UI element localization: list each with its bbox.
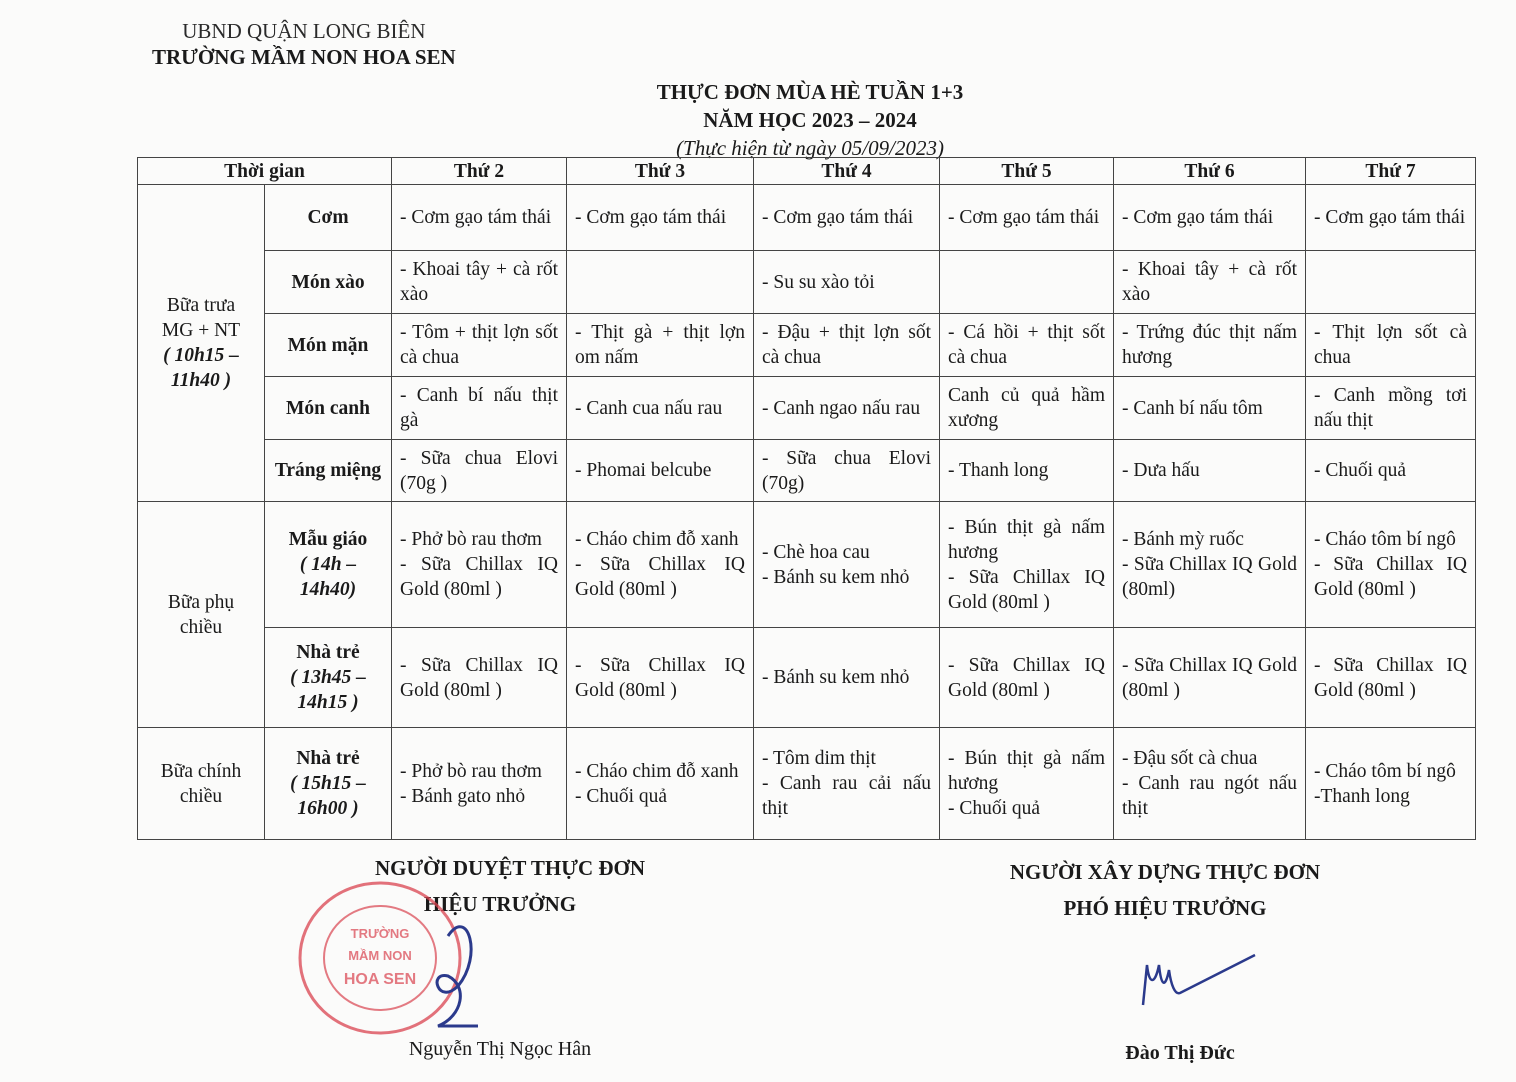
table-row xyxy=(138,628,1476,728)
svg-text:HOA SEN: HOA SEN xyxy=(343,971,417,988)
menu-cell xyxy=(1114,314,1306,377)
dish-text: - Bánh su kem nhỏ xyxy=(762,566,910,588)
table-row xyxy=(138,440,1476,502)
table-row xyxy=(138,502,1476,628)
row-label: Món xào xyxy=(265,251,392,314)
menu-cell xyxy=(567,628,754,728)
dish-text: - Cơm gạo tám thái xyxy=(1314,207,1466,228)
day-header: Thứ 5 xyxy=(940,158,1114,185)
builder-title: NGƯỜI XÂY DỰNG THỰC ĐƠN xyxy=(1009,860,1321,884)
menu-cell xyxy=(1306,440,1476,502)
school-name: TRƯỜNG MẦM NON HOA SEN xyxy=(152,45,456,69)
menu-table xyxy=(137,157,1476,840)
dish-text: - Cháo tôm bí ngô xyxy=(1314,760,1456,782)
dinner-group-label: Bữa chính chiều xyxy=(138,728,265,840)
dish-text: - Cháo tôm bí ngô xyxy=(1314,529,1456,550)
dish-text: - Sữa Chillax IQ Gold (80ml ) xyxy=(948,566,1105,613)
row-label: Món mặn xyxy=(265,314,392,377)
menu-cell xyxy=(1306,628,1476,728)
menu-cell xyxy=(940,728,1114,840)
menu-cell xyxy=(392,502,567,628)
table-header-row xyxy=(138,158,1476,185)
day-header: Thứ 3 xyxy=(567,158,754,185)
menu-cell xyxy=(940,314,1114,377)
menu-cell xyxy=(1306,502,1476,628)
menu-cell xyxy=(392,185,567,251)
dish-text: - Sữa chua Elovi (70g ) xyxy=(400,447,558,494)
dish-text: - Sữa Chillax IQ Gold (80ml ) xyxy=(1314,654,1467,701)
dish-text: - Đậu sốt cà chua xyxy=(1122,748,1258,769)
dish-text: - Chuối quả xyxy=(948,798,1041,819)
menu-cell xyxy=(940,502,1114,628)
menu-cell xyxy=(567,377,754,440)
menu-cell xyxy=(1306,314,1476,377)
time-header: Thời gian xyxy=(138,158,392,185)
menu-cell xyxy=(567,728,754,840)
dish-text: - Bánh gato nhỏ xyxy=(400,785,526,807)
dish-text: - Cơm gạo tám thái xyxy=(948,207,1100,228)
row-label: Cơm xyxy=(265,185,392,251)
dish-text: - Chuối quả xyxy=(575,785,668,807)
dish-text: - Tôm + thịt lợn sốt cà chua xyxy=(400,322,558,368)
menu-cell xyxy=(754,185,940,251)
builder-role: PHÓ HIỆU TRƯỞNG xyxy=(1063,896,1267,920)
row-label: Tráng miệng xyxy=(265,440,392,502)
row-label-text: Mẫu giáo xyxy=(288,529,368,550)
table-row xyxy=(138,728,1476,840)
table-row xyxy=(138,185,1476,251)
menu-cell xyxy=(754,440,940,502)
school-stamp xyxy=(298,876,478,1036)
menu-cell xyxy=(567,185,754,251)
builder-name-block xyxy=(1080,1042,1280,1065)
document-title xyxy=(560,78,1060,162)
dish-text: - Sữa Chillax IQ Gold (80ml ) xyxy=(1314,554,1467,600)
dish-text: - Sữa Chillax IQ Gold (80ml ) xyxy=(400,554,558,600)
day-header: Thứ 4 xyxy=(754,158,940,185)
svg-text:TRƯỜNG: TRƯỜNG xyxy=(350,926,410,941)
menu-cell xyxy=(940,251,1114,314)
dish-text: - Khoai tây + cà rốt xào xyxy=(1122,259,1297,305)
menu-cell xyxy=(392,377,567,440)
menu-cell xyxy=(392,728,567,840)
dish-text: - Phomai belcube xyxy=(575,460,712,481)
row-time: ( 14h – 14h40) xyxy=(299,554,357,600)
menu-cell xyxy=(392,628,567,728)
dish-text: - Khoai tây + cà rốt xào xyxy=(400,259,558,305)
dish-text: - Sữa Chillax IQ Gold (80ml ) xyxy=(1122,654,1297,701)
dish-text: - Bánh su kem nhỏ xyxy=(762,667,910,688)
row-label-text: Nhà trẻ xyxy=(296,642,360,663)
dish-text: - Canh ngao nấu rau xyxy=(762,397,921,419)
menu-cell xyxy=(754,314,940,377)
menu-cell xyxy=(567,502,754,628)
dish-text: -Thanh long xyxy=(1314,785,1410,807)
menu-cell xyxy=(567,440,754,502)
table-row xyxy=(138,377,1476,440)
dish-text: - Su su xào tỏi xyxy=(762,271,875,293)
stamp-seal-icon xyxy=(298,876,478,1036)
row-time: ( 15h15 – 16h00 ) xyxy=(290,773,366,819)
menu-cell xyxy=(754,728,940,840)
dish-text: - Cơm gạo tám thái xyxy=(400,207,552,228)
school-year: NĂM HỌC 2023 – 2024 xyxy=(703,108,917,132)
dish-text: - Cơm gạo tám thái xyxy=(575,207,727,228)
day-header: Thứ 7 xyxy=(1306,158,1476,185)
menu-cell xyxy=(940,185,1114,251)
menu-cell xyxy=(940,628,1114,728)
dish-text: - Sữa Chillax IQ Gold (80ml) xyxy=(1122,554,1297,600)
dish-text: - Sữa Chillax IQ Gold (80ml ) xyxy=(575,654,745,701)
row-label xyxy=(265,502,392,628)
day-header: Thứ 6 xyxy=(1114,158,1306,185)
builder-signature-icon xyxy=(1135,945,1265,1015)
approver-name-block xyxy=(380,1038,620,1061)
builder-signature-block xyxy=(990,854,1340,926)
dish-text: - Thịt gà + thịt lợn om nấm xyxy=(575,322,745,368)
menu-cell xyxy=(392,314,567,377)
dish-text: - Đậu + thịt lợn sốt cà chua xyxy=(762,322,931,368)
dish-text: - Canh cua nấu rau xyxy=(575,397,723,419)
svg-text:MẦM NON: MẦM NON xyxy=(348,948,412,963)
menu-cell xyxy=(754,377,940,440)
table-row xyxy=(138,314,1476,377)
menu-cell xyxy=(1114,628,1306,728)
row-label: Món canh xyxy=(265,377,392,440)
snack-group-label: Bữa phụ chiều xyxy=(138,502,265,728)
dish-text: - Sữa Chillax IQ Gold (80ml ) xyxy=(575,554,745,600)
lunch-group-label xyxy=(138,185,265,502)
menu-title: THỰC ĐƠN MÙA HÈ TUẦN 1+3 xyxy=(656,80,964,104)
menu-cell xyxy=(392,440,567,502)
approver-role: HIỆU TRƯỞNG xyxy=(423,892,577,916)
menu-cell xyxy=(1114,251,1306,314)
approver-title: NGƯỜI DUYỆT THỰC ĐƠN xyxy=(374,856,646,880)
row-label xyxy=(265,728,392,840)
dish-text: - Cháo chim đỗ xanh xyxy=(575,760,739,782)
group-time: ( 10h15 – 11h40 ) xyxy=(163,345,239,391)
district-name: UBND QUẬN LONG BIÊN xyxy=(182,19,426,43)
dish-text: - Canh mồng tơi nấu thịt xyxy=(1314,385,1467,431)
table-row xyxy=(138,251,1476,314)
dish-text: - Bún thịt gà nấm hương xyxy=(948,748,1105,794)
organization-header xyxy=(152,18,456,70)
builder-name: Đào Thị Đức xyxy=(1125,1042,1235,1064)
dish-text: - Cơm gạo tám thái xyxy=(762,207,914,228)
dish-text: - Thanh long xyxy=(948,460,1049,481)
menu-cell xyxy=(754,502,940,628)
row-label-text: Nhà trẻ xyxy=(296,748,360,769)
day-header: Thứ 2 xyxy=(392,158,567,185)
dish-text: - Phở bò rau thơm xyxy=(400,760,542,782)
dish-text: - Tôm dim thịt xyxy=(762,748,876,769)
row-time: ( 13h45 – 14h15 ) xyxy=(290,667,366,713)
menu-cell xyxy=(392,251,567,314)
dish-text: - Phở bò rau thơm xyxy=(400,529,542,550)
dish-text: - Bánh mỳ ruốc xyxy=(1122,529,1244,550)
dish-text: - Dưa hấu xyxy=(1122,460,1200,481)
menu-cell xyxy=(754,628,940,728)
dish-text: - Sữa chua Elovi (70g) xyxy=(762,447,931,494)
dish-text: - Canh rau cải nấu thịt xyxy=(762,773,931,819)
dish-text: - Chè hoa cau xyxy=(762,541,870,563)
menu-cell xyxy=(1114,502,1306,628)
menu-cell xyxy=(1114,185,1306,251)
menu-cell xyxy=(567,251,754,314)
menu-cell xyxy=(1114,377,1306,440)
dish-text: - Cháo chim đỗ xanh xyxy=(575,529,739,550)
dish-text: - Bún thịt gà nấm hương xyxy=(948,516,1105,563)
menu-cell xyxy=(754,251,940,314)
effective-date: (Thực hiện từ ngày 05/09/2023) xyxy=(676,136,944,160)
menu-cell xyxy=(940,377,1114,440)
dish-text: - Cá hồi + thịt sốt cà chua xyxy=(948,322,1105,368)
row-label xyxy=(265,628,392,728)
dish-text: - Cơm gạo tám thái xyxy=(1122,207,1274,228)
dish-text: - Canh bí nấu thịt gà xyxy=(400,385,558,431)
menu-cell xyxy=(940,440,1114,502)
dish-text: - Canh bí nấu tôm xyxy=(1122,397,1263,419)
menu-cell xyxy=(1306,728,1476,840)
approver-name: Nguyễn Thị Ngọc Hân xyxy=(408,1038,592,1060)
group-detail: MG + NT xyxy=(161,320,241,341)
menu-cell xyxy=(1114,440,1306,502)
menu-cell xyxy=(567,314,754,377)
group-name: Bữa trưa xyxy=(166,295,236,316)
dish-text: Canh củ quả hầm xương xyxy=(948,385,1105,431)
dish-text: - Sữa Chillax IQ Gold (80ml ) xyxy=(400,654,558,701)
dish-text: - Chuối quả xyxy=(1314,460,1407,481)
menu-cell xyxy=(1306,185,1476,251)
dish-text: - Trứng đúc thịt nấm hương xyxy=(1122,322,1297,368)
dish-text: - Sữa Chillax IQ Gold (80ml ) xyxy=(948,654,1105,701)
menu-cell xyxy=(1306,377,1476,440)
menu-cell xyxy=(1306,251,1476,314)
dish-text: - Thịt lợn sốt cà chua xyxy=(1314,322,1467,368)
menu-cell xyxy=(1114,728,1306,840)
dish-text: - Canh rau ngót nấu thịt xyxy=(1122,773,1297,819)
